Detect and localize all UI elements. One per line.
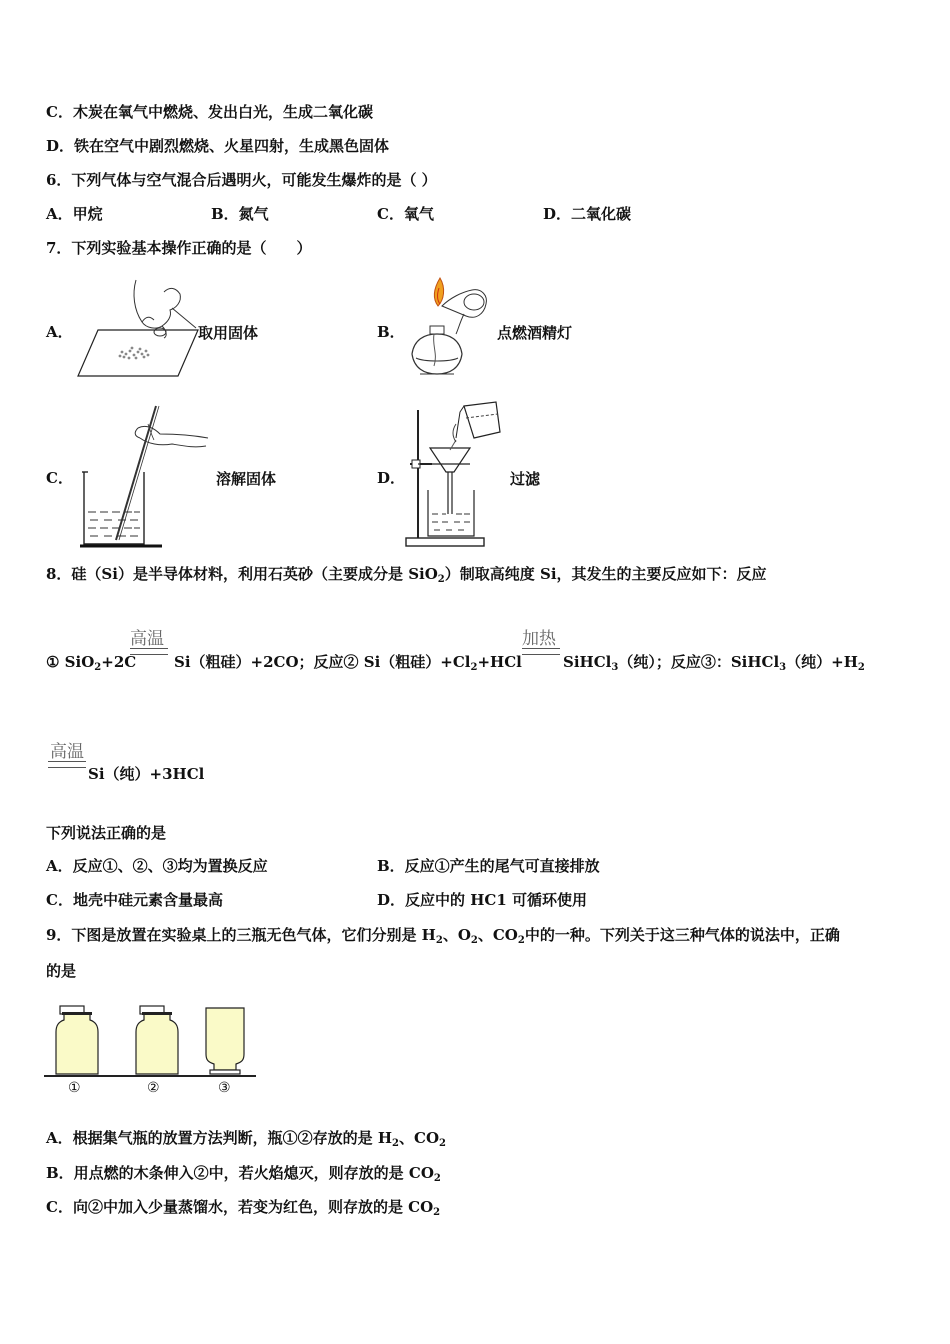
q6-option-a: A．甲烷 <box>46 205 103 223</box>
q8-option-c: C．地壳中硅元素含量最高 <box>46 891 223 909</box>
q9-stem: 9．下图是放置在实验桌上的三瓶无色气体，它们分别是 $H_2$、$O_2$、$CO_2$中的一种。下列关于这三种气体的说法中，正确 <box>46 926 840 946</box>
q5-option-d: D．铁在空气中剧烈燃烧、火星四射，生成黑色固体 <box>46 137 390 155</box>
q6-option-d: D．二氧化碳 <box>543 205 632 223</box>
q7-option-c-caption: 溶解固体 <box>216 470 277 488</box>
dissolve-solid-illustration <box>76 404 216 550</box>
equals-sign-3 <box>48 761 86 768</box>
filtration-illustration <box>404 402 514 550</box>
q6-option-c: C．氧气 <box>377 205 434 223</box>
reaction-1-products-reaction-2-reactants: Si（粗硅）+2CO；反应② Si（粗硅）$+Cl_2+HCl$ <box>174 653 522 673</box>
q7-option-b-letter: B． <box>377 323 405 341</box>
q7-option-c-letter: C． <box>46 469 73 487</box>
reaction-1-reactants: ① SiO$_2$+2C <box>46 653 137 673</box>
q7-stem: 7．下列实验基本操作正确的是（ ） <box>46 239 312 257</box>
q7-option-a-letter: A． <box>46 323 73 341</box>
q8-stem: 8．硅（Si）是半导体材料，利用石英砂（主要成分是 SiO$_2$）制取高纯度 Si，其发生的主要反应如下：反应 <box>46 565 767 585</box>
q7-option-a-caption: 取用固体 <box>198 324 259 342</box>
q7-option-d-letter: D． <box>377 469 406 487</box>
q9-option-a: A．根据集气瓶的放置方法判断，瓶①②存放的是 $H_2$、$CO_2$ <box>46 1129 446 1149</box>
q5-option-c: C．木炭在氧气中燃烧、发出白光，生成二氧化碳 <box>46 103 373 121</box>
q8-option-a: A．反应①、②、③均为置换反应 <box>46 857 268 875</box>
q9-option-b: B．用点燃的木条伸入②中，若火焰熄灭，则存放的是 $CO_2$ <box>46 1164 441 1184</box>
condition-high-temp-2: 高温 <box>50 742 84 762</box>
q6-stem: 6．下列气体与空气混合后遇明火，可能发生爆炸的是（ ） <box>46 171 437 189</box>
take-solid-illustration <box>76 272 206 382</box>
condition-high-temp-1: 高温 <box>130 629 164 649</box>
q7-option-d-caption: 过滤 <box>510 470 541 488</box>
bottle-label-3: ③ <box>218 1080 231 1096</box>
reaction-2-products-reaction-3-reactants: SiHCl$_3$（纯）；反应③：SiHCl$_3$（纯）$+H_2$ <box>563 653 865 673</box>
alcohol-lamp-illustration <box>404 274 500 380</box>
q8-option-d: D．反应中的 HC1 可循环使用 <box>377 891 588 909</box>
reaction-3-products: Si（纯）+3HCl <box>88 765 205 783</box>
q9-option-c: C．向②中加入少量蒸馏水，若变为红色，则存放的是 $CO_2$ <box>46 1198 441 1218</box>
equals-sign-2 <box>522 648 560 655</box>
q7-option-b-caption: 点燃酒精灯 <box>497 324 573 342</box>
q6-option-b: B．氮气 <box>211 205 269 223</box>
q9-stem-line2: 的是 <box>46 962 77 980</box>
q8-option-b: B．反应①产生的尾气可直接排放 <box>377 857 600 875</box>
q8-lead: 下列说法正确的是 <box>46 824 167 842</box>
condition-heat: 加热 <box>522 629 556 649</box>
bottle-label-2: ② <box>147 1080 160 1096</box>
bottle-label-1: ① <box>68 1080 81 1096</box>
